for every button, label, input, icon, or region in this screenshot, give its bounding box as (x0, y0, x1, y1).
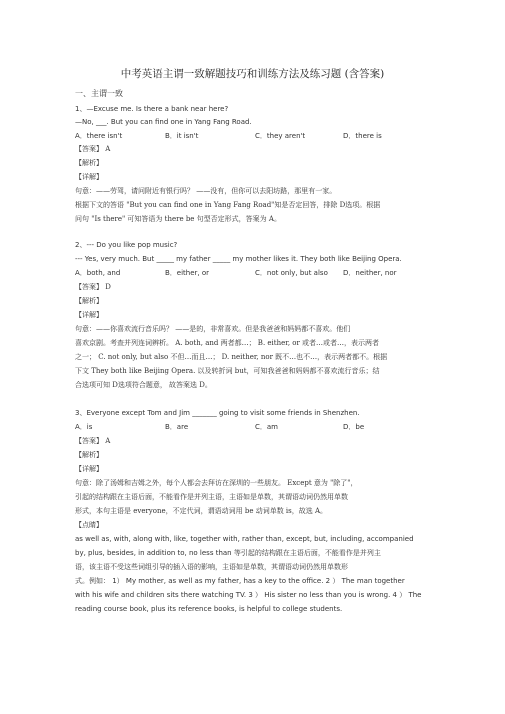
q2-explanation-2: 喜欢京剧。考查并列连词辨析。 A. both, and 两者都…； B. either, or 或者…或者…，表示两者 (75, 339, 380, 347)
q2-detail: 【详解】 (75, 311, 103, 319)
q2-explanation-4: 下文 They both like Beijing Opera. 以及转折词 but，可知我爸爸和妈妈都不喜欢流行音乐；结 (75, 367, 380, 375)
q3-point-heading: 【点睛】 (75, 521, 103, 529)
q3-stem: 3、Everyone except Tom and Jim _______ going to visit some friends in Shenzhen. (75, 409, 360, 417)
q1-explanation-1: 句意：——劳驾，请问附近有银行吗？ ——没有，但你可以去阳坊路，那里有一家。 (75, 187, 337, 195)
q1-option-c: C．they aren't (255, 132, 306, 140)
q2-explanation-5: 合选项可知 D选项符合题意， 故答案选 D。 (75, 381, 212, 389)
q2-answer: 【答案】 D (75, 283, 111, 291)
q1-explanation-2: 根据下文的答语 "But you can find one in Yang Fang Road"知是否定回答，排除 D选项。根据 (75, 201, 381, 209)
q3-option-d: D．be (343, 423, 365, 431)
q1-analysis: 【解析】 (75, 159, 103, 167)
q2-stem-2: --- Yes, very much. But _____ my father _____ my mother likes it. They both like Beijing Opera. (75, 255, 402, 263)
q3-explanation-3: 形式，本句主语是 everyone，不定代词，谓语动词用 be 动词单数 is，故选 A。 (75, 507, 328, 515)
q2-option-b: B．either, or (165, 269, 210, 277)
q3-point-5: with his wife and children sits there watching TV. 3 ） His sister no less than you is wrong. 4 ） The (75, 591, 422, 599)
q3-answer: 【答案】 A (75, 437, 111, 445)
q3-explanation-1: 句意：除了汤姆和吉姆之外，每个人都会去拜访在深圳的一些朋友。 Except 意为 "除了"， (75, 479, 358, 487)
q3-point-1: as well as, with, along with, like, together with, rather than, except, but, including, accompanied (75, 535, 414, 543)
q3-point-2: by, plus, besides, in addition to, no less than 等引起的结构跟在主语后面，不能看作是并列主 (75, 549, 381, 557)
q1-answer: 【答案】 A (75, 145, 111, 153)
q3-option-a: A．is (75, 423, 93, 431)
q3-point-4: 式。例如： 1） My mother, as well as my father, has a key to the office. 2 ） The man together (75, 577, 405, 585)
q2-analysis: 【解析】 (75, 297, 103, 305)
q3-analysis: 【解析】 (75, 451, 103, 459)
q2-explanation-1: 句意：——你喜欢流行音乐吗？ ——是的，非常喜欢。但是我爸爸和妈妈都不喜欢。他们 (75, 325, 351, 333)
q3-detail: 【详解】 (75, 465, 103, 473)
page-title: 中考英语主谓一致解题技巧和训练方法及练习题 (含答案) (120, 68, 385, 80)
q1-option-b: B．it isn't (165, 132, 199, 140)
q1-detail: 【详解】 (75, 173, 103, 181)
section-heading: 一、主谓一致 (75, 89, 123, 98)
q2-stem: 2、--- Do you like pop music? (75, 241, 178, 249)
q3-point-3: 语，该主语不受这些词组引导的插入语的影响，主语如是单数，其谓语动词仍然用单数形 (75, 563, 348, 571)
q1-option-d: D．there is (343, 132, 382, 140)
q2-explanation-3: 之一； C. not only, but also 不但…而且…； D. neither, nor 既不…也不…，表示两者都不。根据 (75, 353, 388, 361)
q1-explanation-3: 问句 "Is there" 可知答语为 there be 句型否定形式，答案为 A。 (75, 215, 281, 223)
q1-stem: 1、—Excuse me. Is there a bank near here? (75, 105, 229, 113)
q1-stem-2: —No, ___. But you can find one in Yang Fang Road. (75, 118, 252, 126)
q1-option-a: A．there isn't (75, 132, 123, 140)
q2-option-d: D．neither, nor (343, 269, 397, 277)
q3-option-b: B．are (165, 423, 189, 431)
q2-option-c: C．not only, but also (255, 269, 328, 277)
q3-option-c: C．am (255, 423, 278, 431)
q3-explanation-2: 引起的结构跟在主语后面，不能看作是并列主语，主语如是单数，其谓语动词仍然用单数 (75, 493, 348, 501)
q3-point-6: reading course book, plus its reference books, is helpful to college students. (75, 605, 343, 613)
q2-option-a: A．both, and (75, 269, 121, 277)
